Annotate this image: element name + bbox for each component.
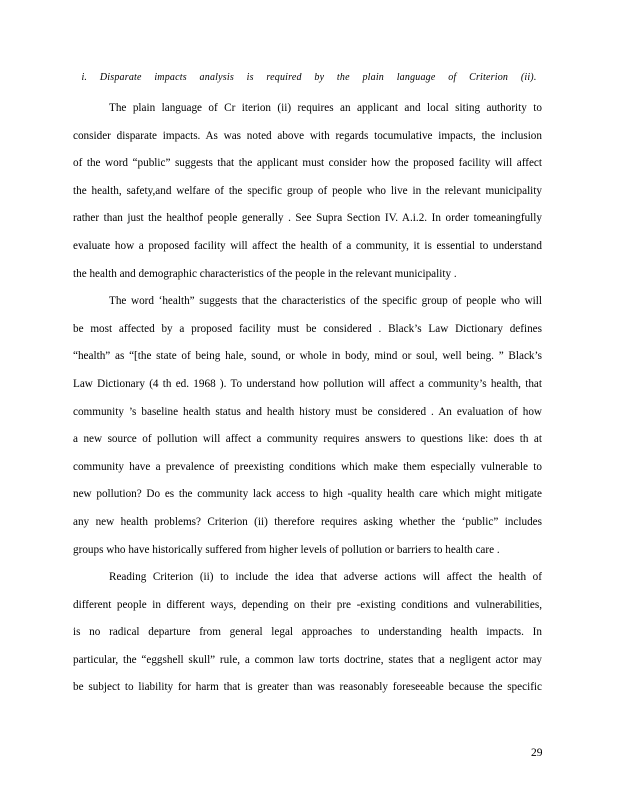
- text-line: consider disparate impacts. As was noted above with regards tocumulative impacts, the inclusion: [73, 129, 542, 142]
- text-line: a new source of pollution will affect a community requires answers to questions like: does th at: [73, 433, 542, 446]
- document-body: [73, 98, 542, 705]
- text-line: be subject to liability for harm that is greater than was reasonably foreseeable because the specific: [73, 681, 542, 694]
- text-line: rather than just the healthof people generally . See Supra Section IV. A.i.2. In order tomeaningfully: [73, 212, 542, 225]
- paragraph: [73, 291, 542, 567]
- text-line: the health, safety,and welfare of the specific group of people who live in the relevant municipality: [73, 184, 542, 197]
- text-line: evaluate how a proposed facility will affect the health of a community, it is essential to understand: [73, 239, 542, 252]
- text-line: “health” as “[the state of being hale, sound, or whole in body, mind or soul, well being. ” Black’s: [73, 350, 542, 363]
- text-line: Reading Criterion (ii) to include the idea that adverse actions will affect the health of: [109, 571, 542, 584]
- text-line: the health and demographic characteristics of the people in the relevant municipality .: [73, 267, 457, 280]
- paragraph: [73, 567, 542, 705]
- section-heading: i. Disparate impacts analysis is required by the plain language of Criterion (ii).: [81, 72, 537, 83]
- text-line: be most affected by a proposed facility must be considered . Black’s Law Dictionary defines: [73, 322, 542, 335]
- text-line: The plain language of Cr iterion (ii) requires an applicant and local siting authority to: [109, 102, 542, 114]
- text-line: community ’s baseline health status and health history must be considered . An evaluation of how: [73, 405, 542, 418]
- text-line: particular, the “eggshell skull” rule, a common law torts doctrine, states that a negligent actor may: [73, 653, 542, 666]
- page-number: 29: [531, 747, 543, 759]
- paragraph: [73, 98, 542, 291]
- text-line: is no radical departure from general legal approaches to understanding health impacts. In: [73, 626, 542, 639]
- text-line: groups who have historically suffered from higher levels of pollution or barriers to health care .: [73, 543, 500, 556]
- text-line: new pollution? Do es the community lack access to high -quality health care which might mitigate: [73, 488, 542, 501]
- text-line: community have a prevalence of preexisting conditions which make them especially vulnerable to: [73, 460, 542, 473]
- text-line: any new health problems? Criterion (ii) therefore requires asking whether the ‘public” includes: [73, 515, 542, 528]
- text-line: different people in different ways, depending on their pre -existing conditions and vulnerabilities,: [73, 598, 542, 611]
- text-line: of the word “public” suggests that the applicant must consider how the proposed facility will affect: [73, 157, 542, 170]
- text-line: Law Dictionary (4 th ed. 1968 ). To understand how pollution will affect a community’s health, that: [73, 377, 542, 390]
- text-line: The word ‘health” suggests that the characteristics of the specific group of people who will: [109, 295, 542, 308]
